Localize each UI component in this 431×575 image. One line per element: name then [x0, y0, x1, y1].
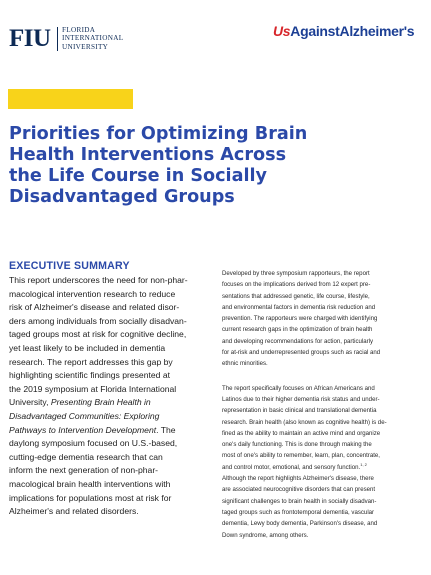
logo-prefix: Us	[273, 23, 291, 39]
text-line: implications for populations most at risk for	[9, 492, 172, 503]
text-line: prevention. The rapporteurs were charged with identifying	[222, 315, 378, 323]
text-line: the 2019 symposium at Florida International	[9, 383, 177, 394]
summary-paragraph	[9, 274, 214, 519]
body-paragraph	[222, 383, 424, 541]
text-line: risk of Alzheimer's disease and related disor-	[9, 302, 180, 313]
text-line: Latinos due to their higher dementia risk status and under-	[222, 395, 380, 403]
text-line: Developed by three symposium rapporteurs, the report	[222, 270, 370, 277]
text-line: most of one's ability to remember, learn, plan, concentrate,	[222, 452, 380, 460]
text-run: . The	[156, 424, 176, 435]
text-run: University,	[9, 397, 49, 408]
symposium-title-part: Pathways to Intervention Development	[9, 424, 157, 435]
title-line: Disadvantaged Groups	[9, 187, 235, 207]
accent-bar	[8, 89, 133, 109]
text-line: for at-risk and underrepresented groups such as racial and	[222, 349, 381, 357]
text-line: ethnic minorities.	[222, 360, 268, 368]
text-line: inform the next generation of non-phar-	[9, 465, 159, 476]
section-heading: EXECUTIVE SUMMARY	[9, 260, 130, 272]
logo-name: AgainstAlzheimer's	[290, 23, 415, 39]
text-line	[9, 396, 214, 410]
text-line: current research gaps in the optimization of brain health	[222, 326, 373, 334]
text-line	[222, 462, 424, 473]
text-line: dementia, Lewy body dementia, Parkinson's disease, and	[222, 520, 378, 528]
text-line: cutting-edge dementia research that can	[9, 451, 163, 462]
text-line: This report underscores the need for non-phar-	[9, 275, 188, 285]
us-against-alzheimers-logo	[273, 22, 414, 40]
text-line: daylong symposium focused on U.S.-based,	[9, 438, 178, 449]
title-line: Health Interventions Across	[9, 145, 287, 165]
text-line: The report specifically focuses on African Americans and	[222, 384, 375, 392]
text-line: research. Brain health (also known as cognitive health) is de-	[222, 418, 387, 426]
text-line: macological brain health interventions with	[9, 478, 171, 489]
text-line: yet least likely to be included in dementia	[9, 342, 166, 353]
text-line: Alzheimer's and related disorders.	[9, 506, 139, 517]
citation-superscript: 1, 2	[360, 461, 367, 467]
fiu-name-line: FLORIDA	[62, 26, 96, 34]
text-line	[9, 424, 214, 438]
text-line: sentations that addressed genetic, life course, lifestyle,	[222, 292, 370, 300]
body-paragraph	[222, 268, 424, 370]
text-line: significant challenges to brain health in socially disadvan-	[222, 497, 377, 505]
text-line: representation in basic clinical and translational dementia	[222, 407, 377, 415]
symposium-title-part: Disadvantaged Communities: Exploring	[9, 410, 160, 421]
text-run: and control motor, emotional, and sensory function.	[222, 463, 361, 471]
text-line: macological intervention research to reduce	[9, 288, 176, 299]
fiu-name-line: UNIVERSITY	[62, 42, 109, 51]
text-line: Although the report highlights Alzheimer's disease, there	[222, 475, 374, 483]
text-line: research. The report addresses this gap by	[9, 356, 173, 367]
text-line: Down syndrome, among others.	[222, 531, 309, 539]
text-line: are associated neurocognitive disorders that can present	[222, 486, 376, 494]
text-line: highlighting scientific findings presented at	[9, 370, 170, 381]
fiu-logo-mark: FIU	[9, 25, 51, 52]
title-line: the Life Course in Socially	[9, 166, 267, 186]
title-line: Priorities for Optimizing Brain	[9, 124, 308, 144]
text-line: fined as the ability to maintain an active mind and organize	[222, 429, 381, 437]
body-column-right	[222, 268, 424, 554]
document-title	[9, 124, 419, 208]
executive-summary	[9, 260, 214, 519]
text-line: taged groups most at risk for cognitive decline,	[9, 329, 187, 340]
text-line: ders among individuals from socially disadvan-	[9, 315, 187, 326]
fiu-logo-name	[62, 26, 123, 51]
text-line: focuses on the implications derived from 12 expert pre-	[222, 281, 371, 289]
fiu-logo-divider	[57, 27, 58, 51]
fiu-name-line: INTERNATIONAL	[62, 34, 124, 43]
text-line: one's daily functioning. This is done through making the	[222, 441, 372, 449]
symposium-title-part: Presenting Brain Health in	[48, 397, 151, 408]
text-line: and environmental factors in dementia risk reduction and	[222, 303, 376, 311]
text-line: taged groups such as frontotemporal dementia, vascular	[222, 508, 375, 516]
text-line: and developing recommendations for action, particularly	[222, 337, 374, 345]
